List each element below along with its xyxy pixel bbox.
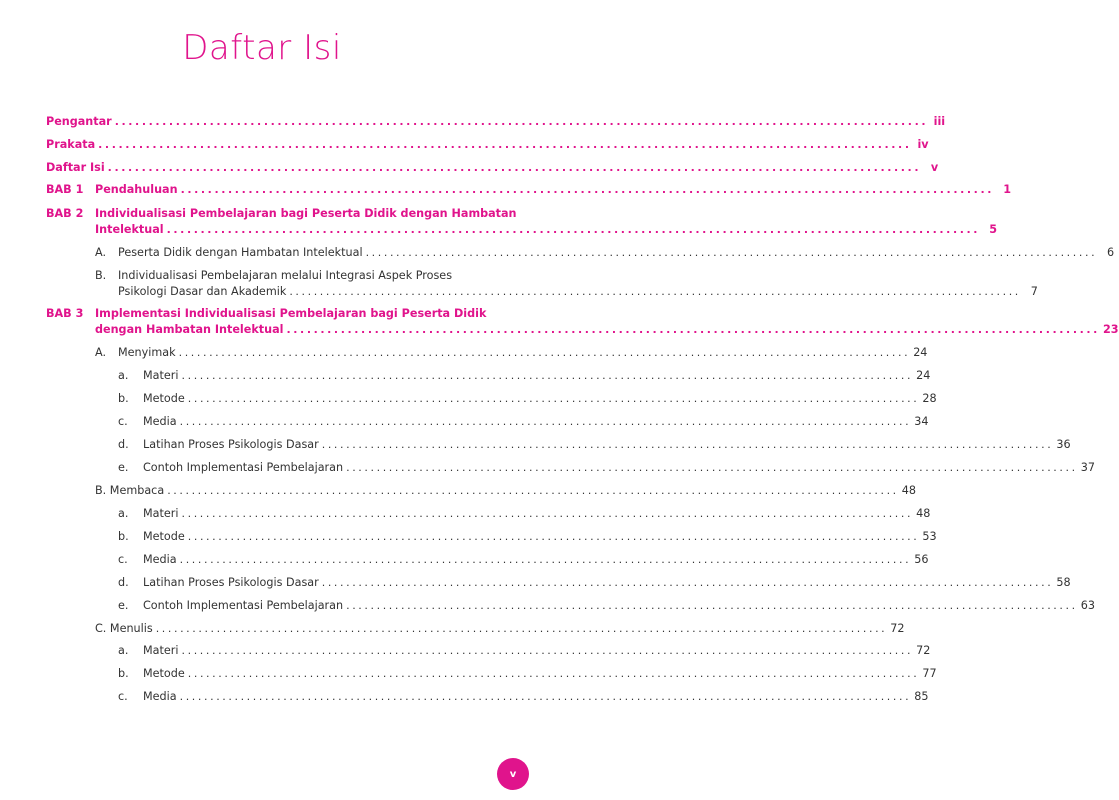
- dot-leader: ........................................................................................................................: [179, 690, 912, 703]
- dot-leader: ........................................................................................................................: [289, 285, 1021, 298]
- toc-entry-label: Materi: [143, 644, 179, 657]
- dot-leader: ........................................................................................................................: [286, 323, 1100, 336]
- dot-leader: ........................................................................................................................: [181, 644, 914, 657]
- toc-entry-menyimak-contoh[interactable]: [143, 460, 1095, 475]
- item-letter: c.: [118, 690, 128, 703]
- toc-entry-menulis-media[interactable]: [143, 689, 929, 704]
- toc-entry-label: Menyimak: [118, 346, 176, 359]
- item-letter: e.: [118, 461, 129, 474]
- toc-entry-menyimak-media[interactable]: [143, 414, 929, 429]
- dot-leader: ........................................................................................................................: [346, 599, 1078, 612]
- chapter-number: BAB 1: [46, 183, 84, 196]
- dot-leader: ........................................................................................................................: [321, 438, 1054, 451]
- toc-entry-label: B. Membaca: [95, 484, 165, 497]
- section-letter: A.: [95, 246, 107, 259]
- item-letter: b.: [118, 392, 129, 405]
- item-letter: c.: [118, 553, 128, 566]
- toc-entry-page: 36: [1056, 438, 1071, 451]
- section-letter: A.: [95, 346, 107, 359]
- toc-entry-page: 1: [1003, 183, 1012, 196]
- toc-entry-page: 85: [914, 690, 929, 703]
- item-letter: a.: [118, 369, 129, 382]
- toc-entry-membaca-metode[interactable]: [143, 529, 937, 544]
- toc-entry-membaca[interactable]: [95, 483, 917, 498]
- dot-leader: ........................................................................................................................: [107, 161, 922, 174]
- dot-leader: ........................................................................................................................: [365, 246, 1098, 259]
- item-letter: b.: [118, 667, 129, 680]
- toc-entry-menyimak[interactable]: [118, 345, 928, 360]
- toc-entry-membaca-materi[interactable]: [143, 506, 931, 521]
- toc-entry-label: Pendahuluan: [95, 183, 178, 196]
- dot-leader: ........................................................................................................................: [155, 622, 888, 635]
- item-letter: d.: [118, 438, 129, 451]
- toc-entry-page: 77: [922, 667, 937, 680]
- toc-entry-page: 28: [922, 392, 937, 405]
- item-letter: a.: [118, 507, 129, 520]
- toc-entry-page: iv: [917, 138, 929, 151]
- toc-entry-bab-3[interactable]: [95, 322, 1119, 337]
- toc-entry-label: Latihan Proses Psikologis Dasar: [143, 438, 319, 451]
- toc-entry-label: Metode: [143, 392, 185, 405]
- toc-entry-membaca-latihan[interactable]: [143, 575, 1071, 590]
- toc-entry-page: 58: [1056, 576, 1071, 589]
- dot-leader: ........................................................................................................................: [167, 484, 899, 497]
- toc-entry-label: Media: [143, 553, 177, 566]
- toc-entry-label: Media: [143, 415, 177, 428]
- chapter-number: BAB 2: [46, 207, 84, 220]
- toc-entry-page: 5: [989, 223, 998, 236]
- dot-leader: ........................................................................................................................: [178, 346, 911, 359]
- toc-entry-label: Psikologi Dasar dan Akademik: [118, 285, 287, 298]
- dot-leader: ........................................................................................................................: [98, 138, 912, 151]
- dot-leader: ........................................................................................................................: [166, 223, 981, 236]
- toc-entry-individualisasi[interactable]: [118, 284, 1038, 299]
- toc-entry-label: dengan Hambatan Intelektual: [95, 323, 284, 336]
- toc-entry-membaca-media[interactable]: [143, 552, 929, 567]
- toc-entry-page: 53: [922, 530, 937, 543]
- toc-entry-page: 72: [890, 622, 905, 635]
- dot-leader: ........................................................................................................................: [179, 415, 912, 428]
- dot-leader: ........................................................................................................................: [179, 553, 912, 566]
- toc-entry-page: 23: [1102, 323, 1119, 336]
- item-letter: d.: [118, 576, 129, 589]
- toc-entry-page: 24: [913, 346, 928, 359]
- toc-entry-menulis-materi[interactable]: [143, 643, 931, 658]
- toc-entry-label: Contoh Implementasi Pembelajaran: [143, 599, 344, 612]
- toc-entry-membaca-contoh[interactable]: [143, 598, 1095, 613]
- toc-entry-peserta-didik[interactable]: [118, 245, 1115, 260]
- section-letter: B.: [95, 269, 107, 282]
- toc-entry-label: Metode: [143, 530, 185, 543]
- toc-entry-daftar-isi[interactable]: [46, 160, 939, 175]
- toc-entry-pengantar[interactable]: [46, 114, 946, 129]
- toc-entry-menyimak-metode[interactable]: [143, 391, 937, 406]
- toc-entry-page: 24: [916, 369, 931, 382]
- toc-entry-page: 34: [914, 415, 929, 428]
- toc-entry-label: C. Menulis: [95, 622, 153, 635]
- toc-entry-label: Latihan Proses Psikologis Dasar: [143, 576, 319, 589]
- dot-leader: ........................................................................................................................: [181, 507, 914, 520]
- toc-entry-page: 6: [1107, 246, 1115, 259]
- dot-leader: ........................................................................................................................: [187, 667, 920, 680]
- toc-entry-page: v: [930, 161, 939, 174]
- toc-entry-label: Materi: [143, 507, 179, 520]
- toc-entry-page: 63: [1080, 599, 1095, 612]
- toc-entry-bab-1[interactable]: [95, 182, 1012, 197]
- dot-leader: ........................................................................................................................: [181, 369, 914, 382]
- dot-leader: ........................................................................................................................: [180, 183, 995, 196]
- toc-entry-page: 56: [914, 553, 929, 566]
- toc-entry-menulis-metode[interactable]: [143, 666, 937, 681]
- toc-entry-menyimak-latihan[interactable]: [143, 437, 1071, 452]
- chapter-number: BAB 3: [46, 307, 84, 320]
- page-number-badge: v: [497, 758, 529, 790]
- toc-entry-label: Media: [143, 690, 177, 703]
- toc-entry-bab-2[interactable]: [95, 222, 998, 237]
- toc-entry-label: Contoh Implementasi Pembelajaran: [143, 461, 344, 474]
- toc-entry-bab-2-title-line[interactable]: Individualisasi Pembelajaran bagi Peserta Didik dengan Hambatan: [95, 207, 517, 220]
- toc-entry-label: Daftar Isi: [46, 161, 105, 174]
- toc-entry-page: 7: [1030, 285, 1038, 298]
- toc-entry-label: Pengantar: [46, 115, 112, 128]
- toc-entry-label: Intelektual: [95, 223, 164, 236]
- toc-entry-page: 48: [916, 507, 931, 520]
- toc-entry-page: iii: [933, 115, 946, 128]
- item-letter: b.: [118, 530, 129, 543]
- toc-entry-label: Peserta Didik dengan Hambatan Intelektual: [118, 246, 363, 259]
- item-letter: a.: [118, 644, 129, 657]
- toc-entry-page: 37: [1080, 461, 1095, 474]
- toc-entry-menulis[interactable]: [95, 621, 905, 636]
- toc-entry-menyimak-materi[interactable]: [143, 368, 931, 383]
- toc-entry-label: Prakata: [46, 138, 96, 151]
- toc-entry-bab-3-title-line[interactable]: Implementasi Individualisasi Pembelajaran bagi Peserta Didik: [95, 307, 487, 320]
- dot-leader: ........................................................................................................................: [114, 115, 929, 128]
- toc-entry-page: 48: [901, 484, 917, 497]
- toc-entry-individualisasi-line[interactable]: Individualisasi Pembelajaran melalui Integrasi Aspek Proses: [118, 269, 453, 282]
- toc-entry-label: Metode: [143, 667, 185, 680]
- dot-leader: ........................................................................................................................: [321, 576, 1054, 589]
- dot-leader: ........................................................................................................................: [187, 392, 920, 405]
- toc-entry-page: 72: [916, 644, 931, 657]
- toc-entry-label: Materi: [143, 369, 179, 382]
- item-letter: c.: [118, 415, 128, 428]
- dot-leader: ........................................................................................................................: [346, 461, 1078, 474]
- dot-leader: ........................................................................................................................: [187, 530, 920, 543]
- toc-entry-prakata[interactable]: [46, 137, 929, 152]
- page-title: Daftar Isi: [182, 28, 342, 68]
- item-letter: e.: [118, 599, 129, 612]
